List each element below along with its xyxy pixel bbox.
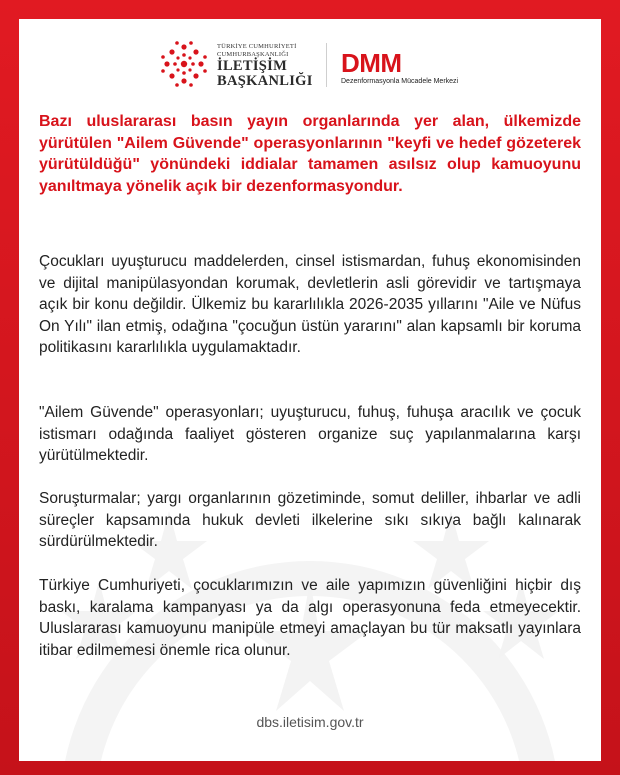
lead-statement: Bazı uluslararası basın yayın organlarında yer alan, ülkemizde yürütülen "Ailem Güvende" operasyonlarının "keyfi ve hedef gözeterek yürütüldüğü" yönündeki iddialar tamamen asılsız olup kamuoyunu yanıltmaya yönelik açık bir dezenformasyondur. xyxy=(39,113,581,195)
gov-line3: İLETİŞİM xyxy=(217,58,288,74)
website-link[interactable]: dbs.iletisim.gov.tr xyxy=(256,714,364,730)
paragraph-3: Soruşturmalar; yargı organlarının gözetiminde, somut deliller, ihbarlar ve adli süreçler kapsamında hukuk devleti ilkelerine sıkı sıkıya bağlı kalınarak sürdürülmektedir. xyxy=(39,490,581,550)
dmm-fullname: Dezenformasyonla Mücadele Merkezi xyxy=(341,78,459,85)
header-logos xyxy=(159,37,469,97)
gov-line1: TÜRKİYE CUMHURİYETİ xyxy=(217,43,297,50)
gov-line4: BAŞKANLIĞI xyxy=(217,73,313,89)
paragraph-1: Çocukları uyuşturucu maddelerden, cinsel istismardan, fuhuş ekonomisinden ve dijital manipülasyondan korumak, devletlerin asli görevidir ve tartışmaya açık bir konu değildir. Ülkemiz bu kararlılıkla 2026-2035 yıllarını "Aile ve Nüfus On Yılı" ilan etmiş, odağına "çocuğun üstün yararını" alan kapsamlı bir koruma politikasını kararlılıkla uygulamaktadır. xyxy=(39,253,581,356)
gov-line2: CUMHURBAŞKANLIĞI xyxy=(217,51,289,58)
paragraph-2: "Ailem Güvende" operasyonları; uyuşturucu, fuhuş, fuhuşa aracılık ve çocuk istismarı odağında faaliyet gösteren organize suç yapılanmalarına karşı yürütülmektedir. xyxy=(39,404,581,464)
paragraph-4: Türkiye Cumhuriyeti, çocuklarımızın ve aile yapımızın güvenliğini hiçbir dış baskı, karalama kampanyası ya da algı operasyonuna feda etmeyecektir. Uluslararası kamuoyunu manipüle etmeyi amaçlayan bu tür maksatlı yayınlara itibar edilmemesi önemle rica olunur. xyxy=(39,577,581,659)
dmm-logo: DMM xyxy=(341,48,402,78)
statement-card xyxy=(19,19,601,761)
presidency-wordmark xyxy=(217,43,313,89)
logo-divider xyxy=(326,43,327,87)
presidency-emblem-icon xyxy=(159,39,209,89)
